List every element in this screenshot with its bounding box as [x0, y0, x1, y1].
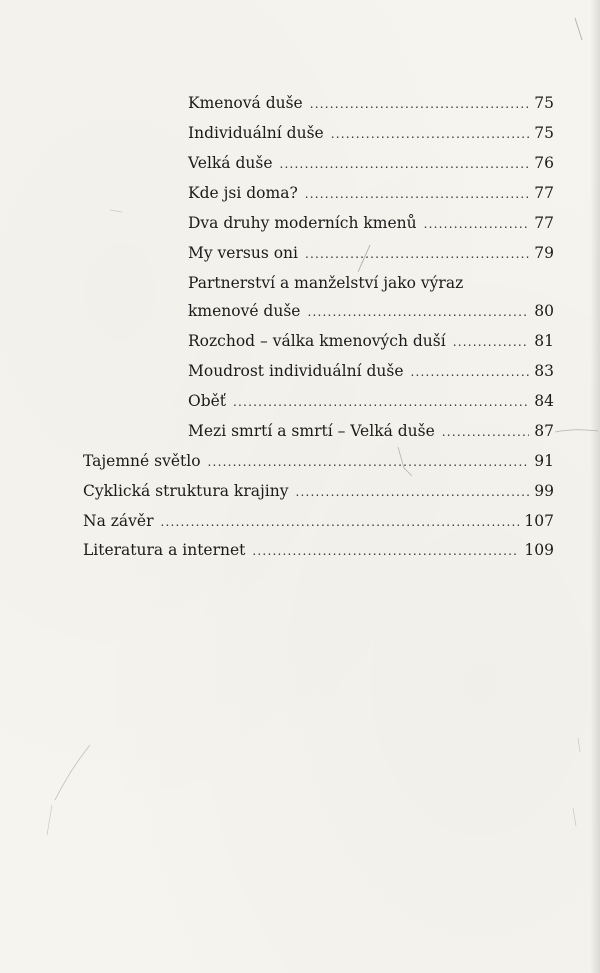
toc-entry-page: 83: [534, 362, 554, 380]
dot-leader: [442, 417, 529, 447]
dot-leader: [411, 357, 530, 387]
toc-entry: [188, 296, 554, 326]
toc-entry-title: Dva druhy moderních kmenů: [188, 214, 417, 232]
toc-entry: [83, 506, 554, 536]
dot-leader: [160, 507, 519, 537]
toc-entry-title: Kde jsi doma?: [188, 184, 298, 202]
dot-leader: [453, 327, 530, 357]
toc-entry-page: 109: [524, 541, 554, 559]
toc-entry-page: 77: [534, 184, 554, 202]
toc-entry-title: Moudrost individuální duše: [188, 362, 404, 380]
toc-entry: [188, 178, 554, 208]
toc-entry-title: kmenové duše: [188, 302, 301, 320]
toc-entry-page: 76: [534, 154, 554, 172]
toc-entry: [188, 88, 554, 118]
dot-leader: [208, 447, 530, 477]
toc-entry-page: 99: [534, 482, 554, 500]
toc-entry: [188, 148, 554, 178]
dot-leader: [233, 387, 529, 417]
dot-leader: [305, 179, 530, 209]
toc-entry-title: Mezi smrtí a smrtí – Velká duše: [188, 422, 435, 440]
toc-entry-title: Velká duše: [188, 154, 273, 172]
toc-entry: [83, 476, 554, 506]
toc-entry: [83, 535, 554, 565]
toc-entry-page: 75: [534, 124, 554, 142]
toc-entry: [83, 446, 554, 476]
toc-entry: [188, 118, 554, 148]
toc-entry-title: Cyklická struktura krajiny: [83, 482, 289, 500]
toc-entry-title: My versus oni: [188, 244, 298, 262]
toc-entry: [188, 238, 554, 268]
toc-entry-page: 79: [534, 244, 554, 262]
toc-entry-title: Literatura a internet: [83, 541, 246, 559]
toc-entry-title: Oběť: [188, 392, 227, 410]
dot-leader: [305, 239, 529, 269]
dot-leader: [252, 536, 519, 566]
dot-leader: [307, 297, 529, 327]
toc-entry-page: 107: [524, 512, 554, 530]
toc-entry-page: 84: [534, 392, 554, 410]
toc-entry-page: 81: [534, 332, 554, 350]
dot-leader: [331, 119, 530, 149]
toc-entry-title: Individuální duše: [188, 124, 324, 142]
toc-entry-page: 91: [534, 452, 554, 470]
dot-leader: [310, 89, 530, 119]
dot-leader: [424, 209, 530, 239]
toc-entry: [188, 356, 554, 386]
toc-entry-page: 75: [534, 94, 554, 112]
toc-entry-title: Na závěr: [83, 512, 154, 530]
toc-entry-title: Tajemné světlo: [83, 452, 201, 470]
toc-entry-page: 87: [534, 422, 554, 440]
toc-entry: [188, 326, 554, 356]
toc-entry-title: Kmenová duše: [188, 94, 303, 112]
dot-leader: [295, 477, 529, 507]
dot-leader: [280, 149, 530, 179]
toc-entry: [188, 208, 554, 238]
toc-entry-title-line: Partnerství a manželství jako výraz: [188, 274, 464, 292]
toc-entry: [188, 416, 554, 446]
toc-entry: [188, 386, 554, 416]
toc-entry-title: Rozchod – válka kmenových duší: [188, 332, 446, 350]
toc-entry-page: 80: [534, 302, 554, 320]
toc-entry-page: 77: [534, 214, 554, 232]
